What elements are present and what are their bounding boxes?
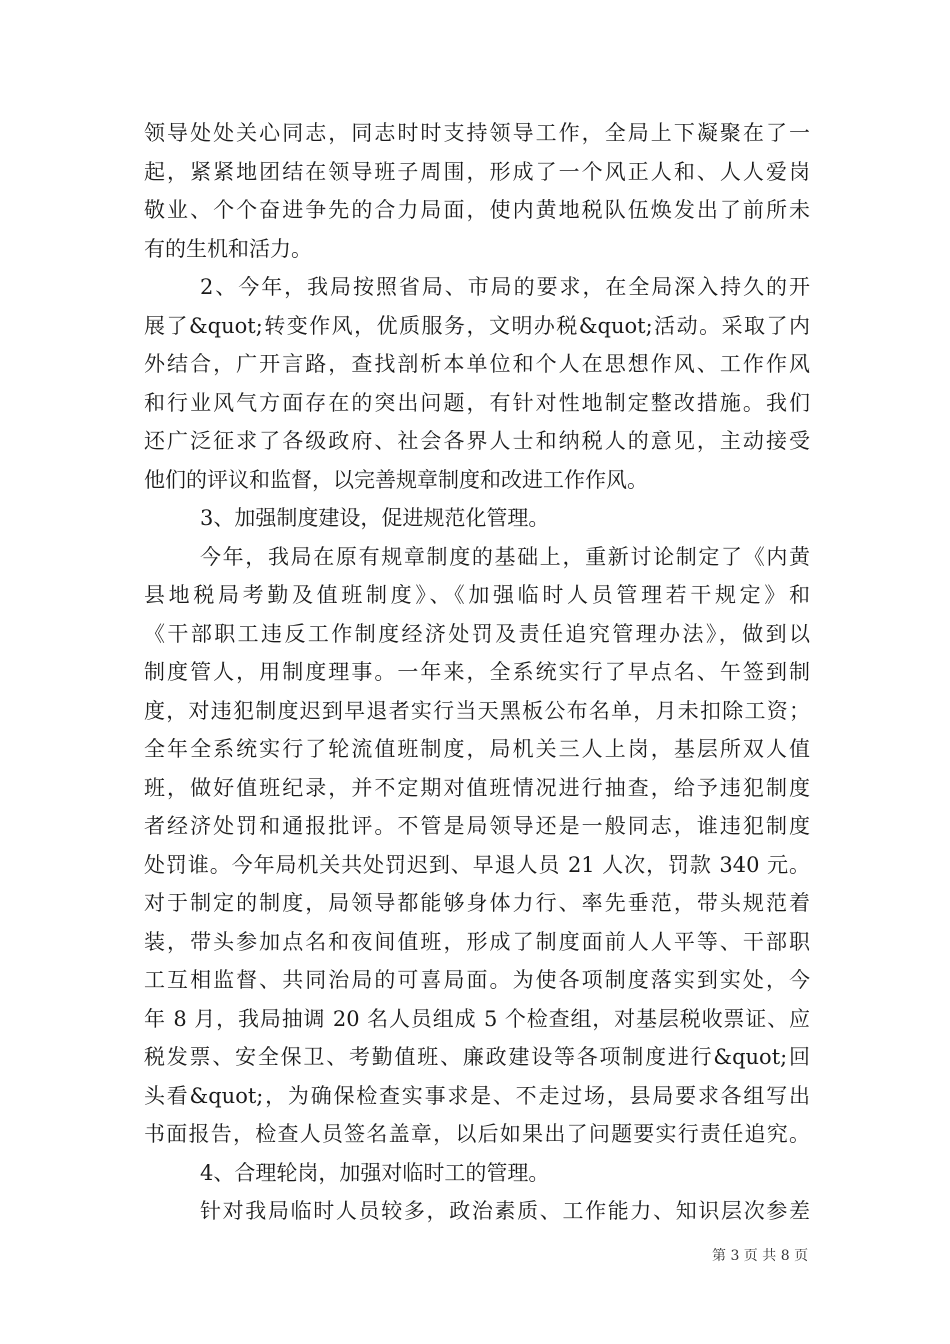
paragraph-start-line: 2、今年，我局按照省局、市局的要求，在全局深入持久的开 bbox=[200, 275, 810, 299]
text-line: 还广泛征求了各级政府、社会各界人士和纳税人的意见，主动接受 bbox=[144, 429, 810, 453]
text-line: 外结合，广开言路，查找剖析本单位和个人在思想作风、工作作风 bbox=[144, 352, 810, 376]
text-line: 《干部职工违反工作制度经济处罚及责任追究管理办法》，做到以 bbox=[144, 621, 810, 646]
text-line: 和行业风气方面存在的突出问题，有针对性地制定整改措施。我们 bbox=[144, 390, 810, 415]
text-line: 全年全系统实行了轮流值班制度，局机关三人上岗，基层所双人值 bbox=[144, 737, 810, 761]
paragraph-start-line: 针对我局临时人员较多，政治素质、工作能力、知识层次参差 bbox=[200, 1199, 810, 1223]
text-line: 年 8 月，我局抽调 20 名人员组成 5 个检查组，对基层税收票证、应 bbox=[144, 1006, 810, 1031]
text-line: 起，紧紧地团结在领导班子周围，形成了一个风正人和、人人爱岗 bbox=[144, 159, 810, 184]
text-line: 头看&quot;，为确保检查实事求是、不走过场，县局要求各组写出 bbox=[144, 1083, 810, 1108]
section-heading: 3、加强制度建设，促进规范化管理。 bbox=[200, 506, 550, 530]
document-body bbox=[144, 114, 810, 1231]
text-line: 者经济处罚和通报批评。不管是局领导还是一般同志，谁违犯制度 bbox=[144, 814, 810, 838]
page-number-footer: 第 3 页 共 8 页 bbox=[712, 1248, 809, 1264]
text-line: 展了&quot;转变作风，优质服务，文明办税&quot;活动。采取了内 bbox=[144, 313, 810, 338]
text-line: 他们的评议和监督，以完善规章制度和改进工作作风。 bbox=[144, 467, 648, 492]
text-line: 制度管人，用制度理事。一年来，全系统实行了早点名、午签到制 bbox=[144, 660, 810, 684]
text-line: 敬业、个个奋进争先的合力局面，使内黄地税队伍焕发出了前所未 bbox=[144, 198, 810, 222]
text-line: 书面报告，检查人员签名盖章，以后如果出了问题要实行责任追究。 bbox=[144, 1122, 810, 1146]
text-line: 班，做好值班纪录，并不定期对值班情况进行抽查，给予违犯制度 bbox=[144, 775, 810, 800]
paragraph-start-line: 今年，我局在原有规章制度的基础上，重新讨论制定了《内黄 bbox=[200, 544, 810, 569]
text-line: 度，对违犯制度迟到早退者实行当天黑板公布名单，月未扣除工资； bbox=[144, 698, 810, 723]
text-line: 税发票、安全保卫、考勤值班、廉政建设等各项制度进行&quot;回 bbox=[144, 1045, 810, 1069]
text-line: 对于制定的制度，局领导都能够身体力行、率先垂范，带头规范着 bbox=[144, 891, 810, 915]
text-line: 领导处处关心同志，同志时时支持领导工作，全局上下凝聚在了一 bbox=[144, 121, 810, 145]
text-line: 装，带头参加点名和夜间值班，形成了制度面前人人平等、干部职 bbox=[144, 929, 810, 954]
text-line: 有的生机和活力。 bbox=[144, 236, 312, 261]
text-line: 处罚谁。今年局机关共处罚迟到、早退人员 21 人次，罚款 340 元。 bbox=[144, 852, 810, 877]
text-line: 工互相监督、共同治局的可喜局面。为使各项制度落实到实处，今 bbox=[144, 968, 810, 992]
section-heading: 4、合理轮岗，加强对临时工的管理。 bbox=[200, 1160, 550, 1185]
text-line: 县地税局考勤及值班制度》、《加强临时人员管理若干规定》和 bbox=[144, 583, 810, 607]
